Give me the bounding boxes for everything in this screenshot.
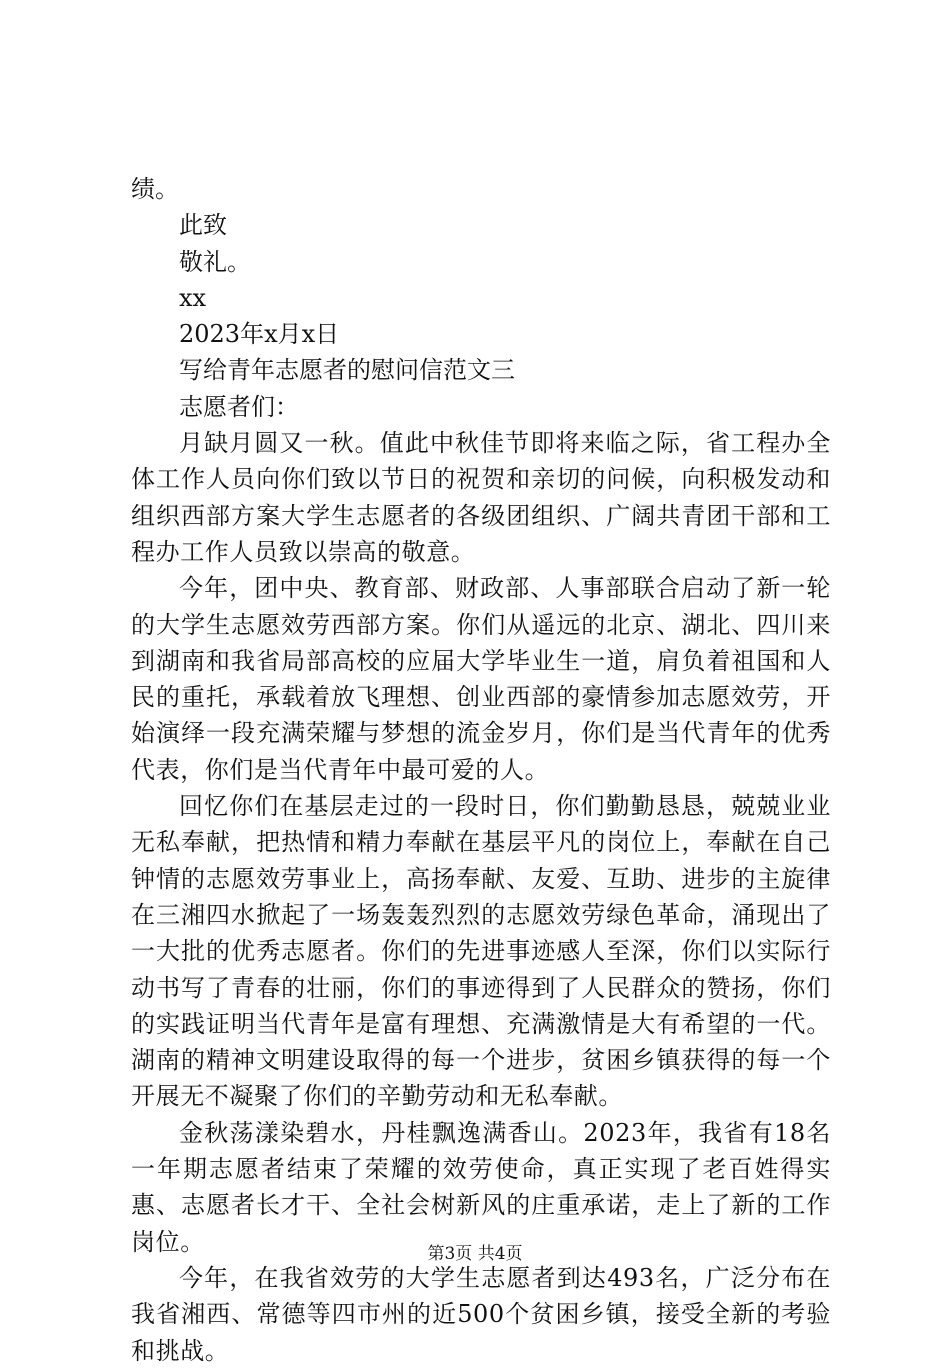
paragraph-1: 月缺月圆又一秋。值此中秋佳节即将来临之际，省工程办全体工作人员向你们致以节日的祝贺和亲切的问候，向积极发动和组织西部方案大学生志愿者的各级团组织、广阔共青团干部和工程办工作人员致以崇高的敬意。 <box>131 429 831 566</box>
paragraph-4: 金秋荡漾染碧水，丹桂飘逸满香山。2023年，我省有18名一年期志愿者结束了荣耀的效劳使命，真正实现了老百姓得实惠、志愿者长才干、全社会树新风的庄重承诺，走上了新的工作岗位。 <box>131 1118 831 1256</box>
salutation: 志愿者们： <box>179 392 299 421</box>
paragraph-5: 今年，在我省效劳的大学生志愿者到达493名，广泛分布在我省湘西、常德等四市州的近500个贫困乡镇，接受全新的考验和挑战。 <box>131 1263 831 1365</box>
closing-line-1: 此致 <box>179 211 227 240</box>
paragraph-3: 回忆你们在基层走过的一段时日，你们勤勤恳恳，兢兢业业无私奉献，把热情和精力奉献在基层平凡的岗位上，奉献在自己钟情的志愿效劳事业上，高扬奉献、友爱、互助、进步的主旋律在三湘四水掀起了一场轰轰烈烈的志愿效劳绿色革命，涌现出了一大批的优秀志愿者。你们的先进事迹感人至深，你们以实际行动书写了青春的壮丽，你们的事迹得到了人民群众的赞扬，你们的实践证明当代青年是富有理想、充满激情是大有希望的一代。湖南的精神文明建设取得的每一个进步，贫困乡镇获得的每一个开展无不凝聚了你们的辛勤劳动和无私奉献。 <box>131 792 831 1111</box>
section-title: 写给青年志愿者的慰问信范文三 <box>179 356 515 385</box>
closing-line-2: 敬礼。 <box>179 247 251 276</box>
paragraph-2: 今年，团中央、教育部、财政部、人事部联合启动了新一轮的大学生志愿效劳西部方案。你们从遥远的北京、湖北、四川来到湖南和我省局部高校的应届大学毕业生一道，肩负着祖国和人民的重托，承载着放飞理想、创业西部的豪情参加志愿效劳，开始演绎一段充满荣耀与梦想的流金岁月，你们是当代青年的优秀代表，你们是当代青年中最可爱的人。 <box>131 574 831 784</box>
page-footer: 第3页 共4页 <box>427 1244 523 1264</box>
continuation-text: 绩。 <box>131 175 179 203</box>
document-body <box>131 171 831 1369</box>
letter-date: 2023年x月x日 <box>179 320 340 349</box>
signature: xx <box>179 283 207 312</box>
